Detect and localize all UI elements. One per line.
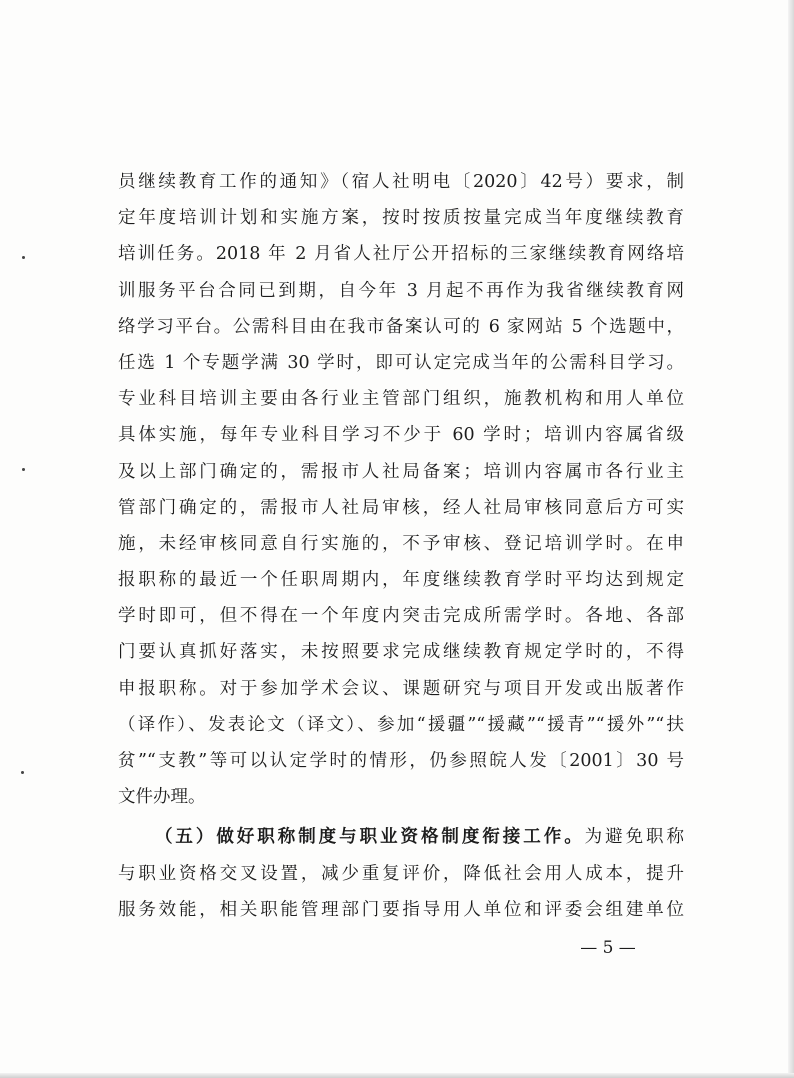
paragraph-line: 任选 1 个专题学满 30 学时，即可认定完成当年的公需科目学习。 [118, 352, 684, 373]
paragraph-line: 管部门确定的，需报市人社局审核，经人社局审核同意后方可实 [118, 497, 684, 518]
scan-speck [22, 256, 25, 259]
section-five-first-line [118, 819, 684, 855]
body-text [118, 164, 684, 928]
paragraph-line: 及以上部门确定的，需报市人社局备案；培训内容属市各行业主 [118, 461, 684, 482]
paragraph-line: 服务效能，相关职能管理部门要指导用人单位和评委会组建单位 [118, 899, 684, 920]
paragraph-line: 培训任务。2018 年 2 月省人社厅公开招标的三家继续教育网络培 [118, 244, 684, 265]
paragraph-line: 训服务平台合同已到期，自今年 3 月起不再作为我省继续教育网 [118, 280, 684, 301]
paragraph-line: 具体实施，每年专业科目学习不少于 60 学时；培训内容属省级 [118, 425, 684, 446]
scan-speck [21, 771, 24, 774]
paragraph-line: 学时即可，但不得在一个年度内突击完成所需学时。各地、各部 [118, 606, 684, 627]
paragraph-line: 络学习平台。公需科目由在我市备案认可的 6 家网站 5 个选题中， [118, 316, 684, 337]
paragraph-line: 与职业资格交叉设置，减少重复评价，降低社会用人成本，提升 [118, 863, 684, 884]
paragraph-last-line: 文件办理。 [118, 787, 206, 808]
paragraph-line: 员继续教育工作的通知》（宿人社明电〔2020〕42号）要求，制 [118, 172, 684, 192]
paragraph-line: 报职称的最近一个任职周期内，年度继续教育学时平均达到规定 [118, 570, 684, 591]
scan-edge-right [788, 0, 794, 1078]
paragraph-line: 施，未经审核同意自行实施的，不予审核、登记培训学时。在申 [118, 533, 684, 554]
page-number: — 5 — [580, 938, 636, 958]
scan-speck [22, 468, 25, 471]
paragraph-line: 专业科目培训主要由各行业主管部门组织，施教机构和用人单位 [118, 389, 684, 410]
scan-edge-bottom [0, 1073, 794, 1078]
paragraph-line: 定年度培训计划和实施方案，按时按质按量完成当年度继续教育 [118, 208, 684, 229]
paragraph-line: 贫”“支教”等可以认定学时的情形，仍参照皖人发〔2001〕30 号 [118, 751, 684, 771]
section-five-first-line-text: 为避免职称 [584, 827, 685, 848]
paragraph-line: （译作）、发表论文（译文）、参加“援疆”“援藏”“援青”“援外”“扶 [118, 714, 684, 735]
paragraph-line: 申报职称。对于参加学术会议、课题研究与项目开发或出版著作 [118, 678, 684, 699]
paragraph-line: 门要认真抓好落实，未按照要求完成继续教育规定学时的，不得 [118, 642, 684, 663]
section-five-heading: （五）做好职称制度与职业资格制度衔接工作。 [152, 827, 585, 848]
